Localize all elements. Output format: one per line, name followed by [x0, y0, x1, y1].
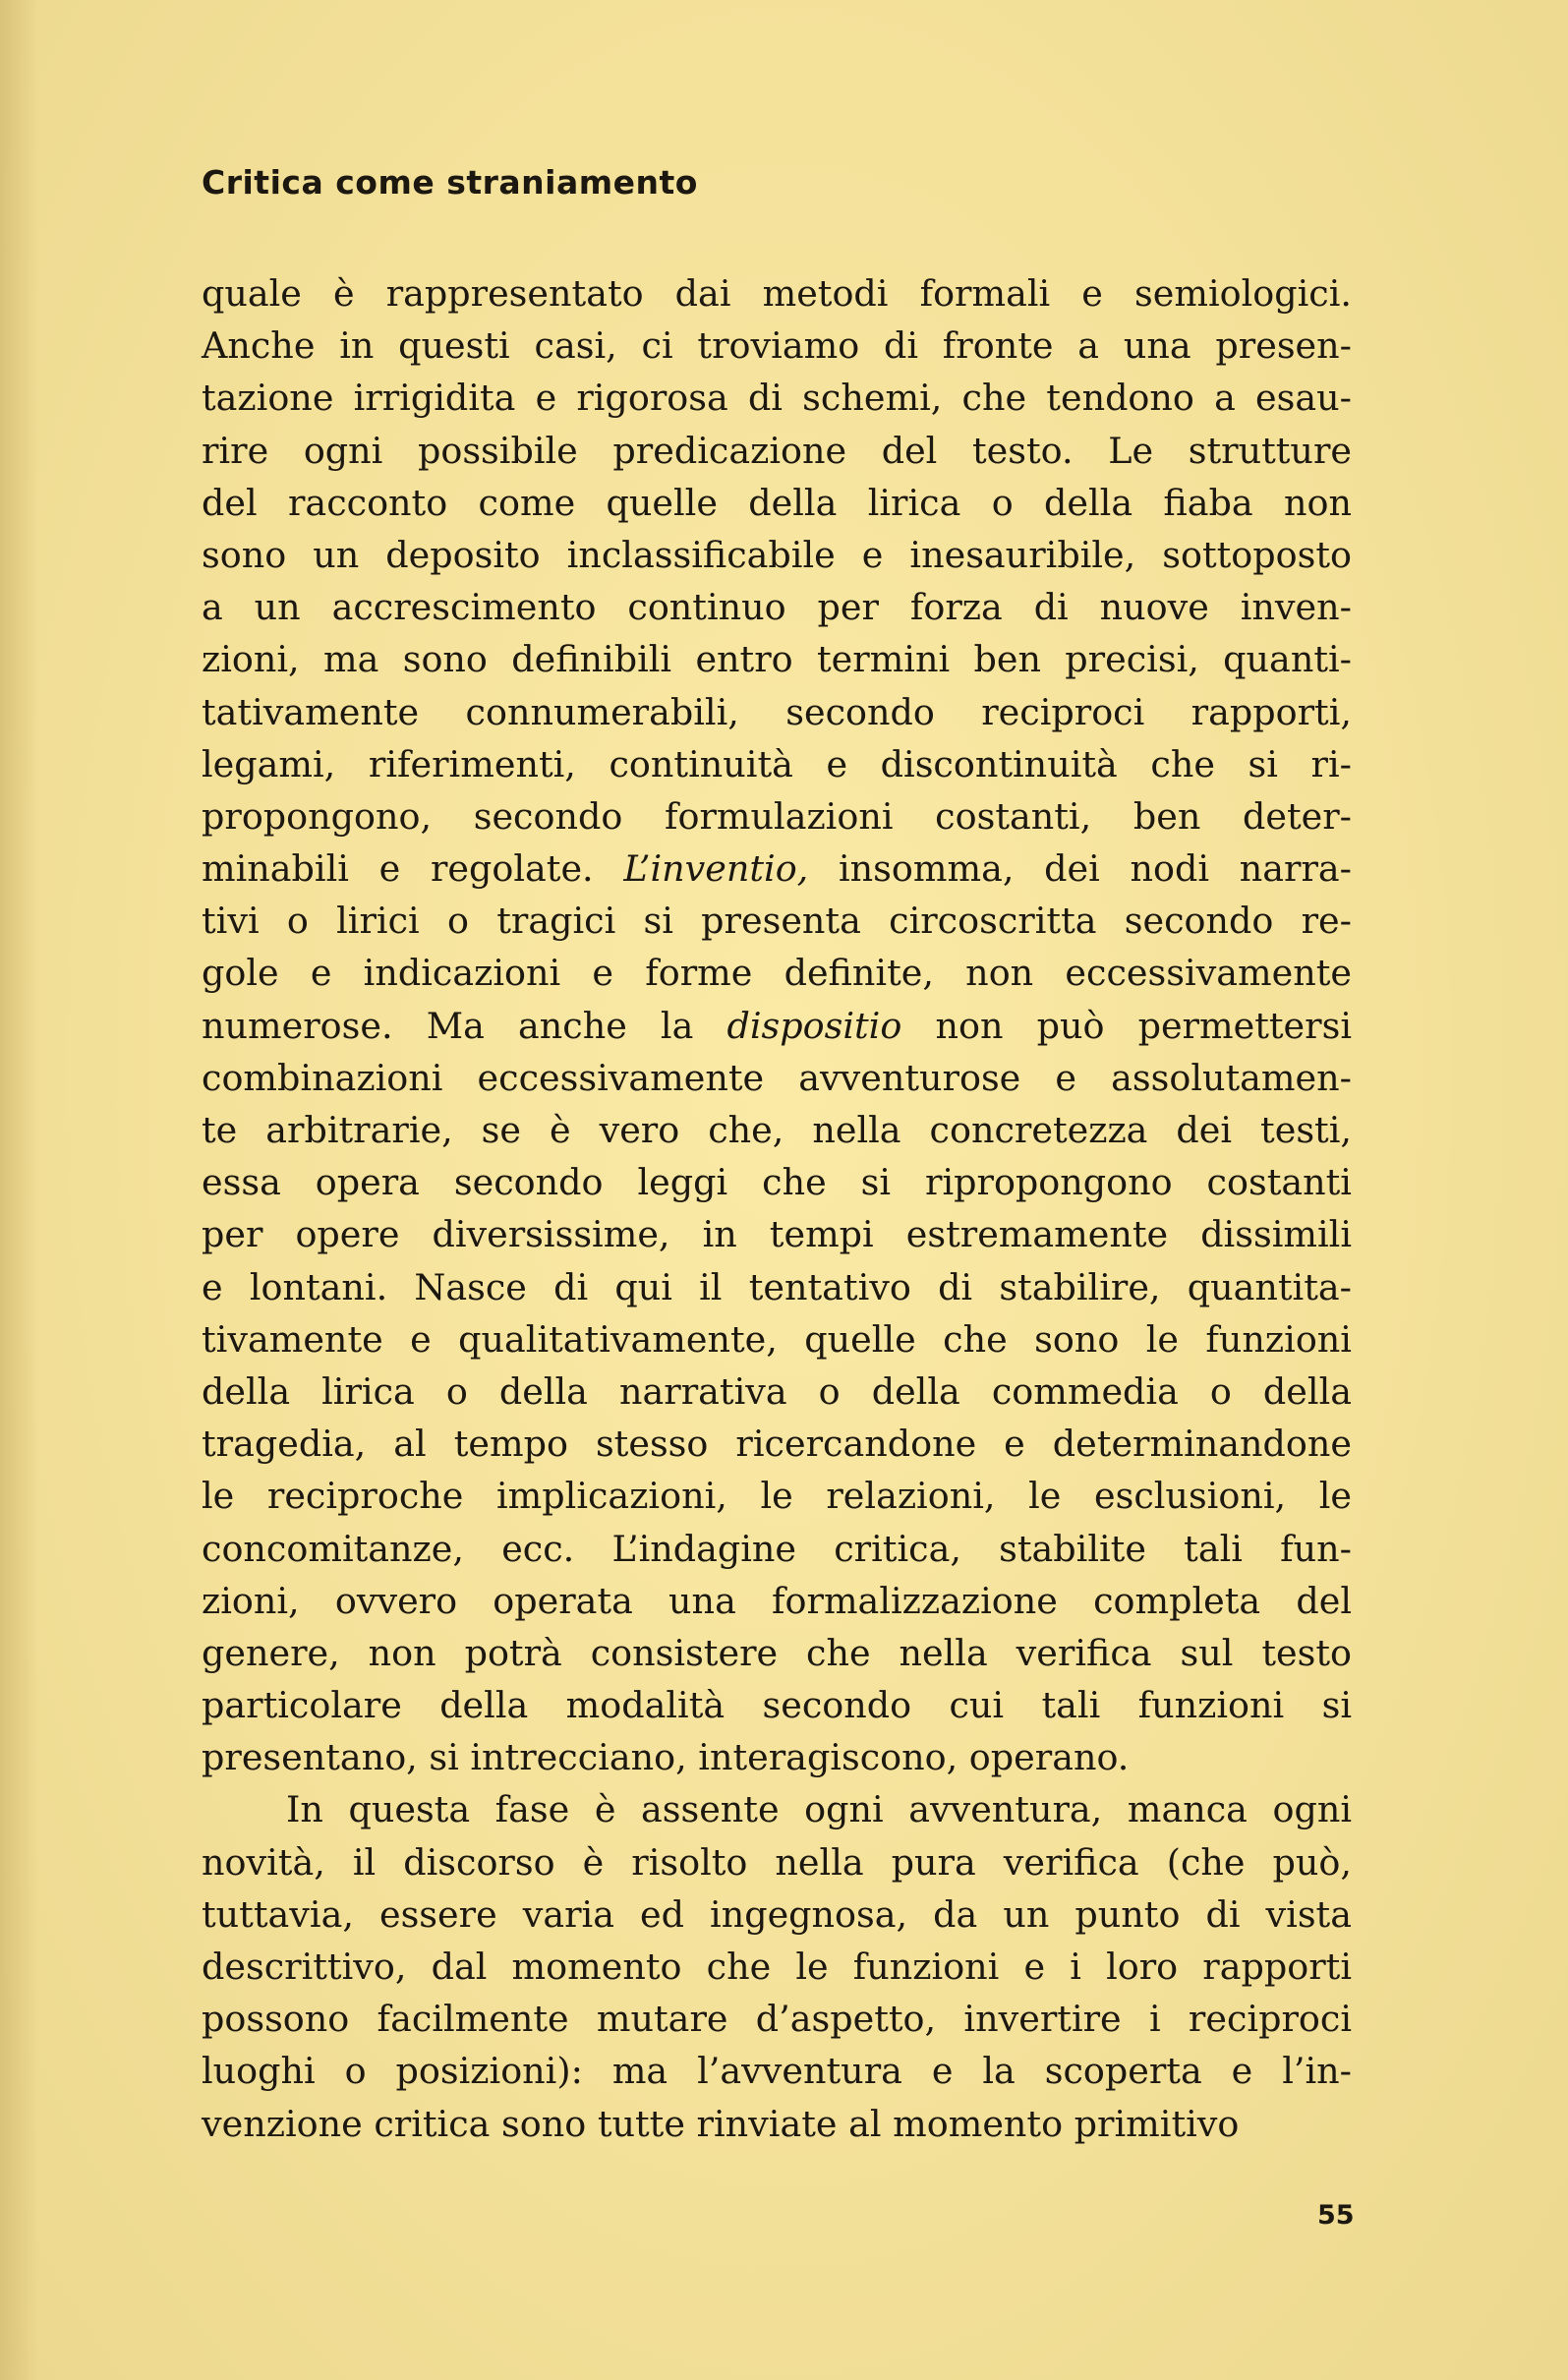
text-line — [202, 1731, 1352, 1783]
text-segment: zioni, ovvero operata una formalizzazione completa del — [202, 1579, 1352, 1622]
text-line — [202, 947, 1352, 999]
text-line — [202, 529, 1352, 581]
text-segment: numerose. Ma anche la — [202, 1004, 727, 1047]
text-line — [202, 1313, 1352, 1365]
text-segment: possono facilmente mutare d’aspetto, invertire i reciproci — [202, 1998, 1352, 2041]
text-line — [202, 1418, 1352, 1470]
text-line — [202, 686, 1352, 738]
text-line — [202, 895, 1352, 947]
text-segment: per opere diversissime, in tempi estremamente dissimili — [202, 1213, 1352, 1256]
text-segment: gole e indicazioni e forme definite, non eccessivamente — [202, 952, 1352, 995]
text-segment: concomitanze, ecc. L’indagine critica, stabilite tali fun- — [202, 1527, 1352, 1570]
text-segment: tivi o lirici o tragici si presenta circoscritta secondo re- — [202, 900, 1352, 943]
text-line — [202, 267, 1352, 319]
text-line — [202, 1888, 1352, 1941]
text-segment: quale è rappresentato dai metodi formali e semiologici. — [202, 272, 1352, 315]
text-segment: le reciproche implicazioni, le relazioni, le esclusioni, le — [202, 1475, 1352, 1518]
running-head: Critica come straniamento — [202, 163, 698, 202]
text-segment: minabili e regolate. — [202, 847, 624, 891]
text-segment: a un accrescimento continuo per forza di nuove inven- — [202, 586, 1352, 629]
text-segment: In questa fase è assente ogni avventura, manca ogni — [286, 1788, 1352, 1831]
text-segment: tativamente connumerabili, secondo reciproci rapporti, — [202, 690, 1352, 733]
italic-term: L’inventio, — [623, 847, 809, 891]
text-segment: particolare della modalità secondo cui tali funzioni si — [202, 1684, 1352, 1727]
text-line — [202, 372, 1352, 424]
text-segment: della lirica o della narrativa o della commedia o della — [202, 1369, 1352, 1413]
text-segment: genere, non potrà consistere che nella verifica sul testo — [202, 1631, 1352, 1674]
text-line — [202, 1261, 1352, 1313]
text-line — [202, 425, 1352, 477]
text-line — [202, 1941, 1352, 1993]
text-line — [202, 1523, 1352, 1575]
text-line — [202, 1993, 1352, 2045]
page-edge-shadow — [0, 0, 39, 2380]
text-segment: descrittivo, dal momento che le funzioni e i loro rapporti — [202, 1945, 1352, 1988]
text-segment: te arbitrarie, se è vero che, nella concretezza dei testi, — [202, 1109, 1352, 1151]
text-segment: insomma, dei nodi narra- — [808, 847, 1352, 891]
text-line — [202, 1627, 1352, 1679]
text-line — [202, 1679, 1352, 1731]
text-line — [202, 1470, 1352, 1522]
text-segment: combinazioni eccessivamente avventurose e assolutamen- — [202, 1056, 1352, 1099]
text-segment: tazione irrigidita e rigorosa di schemi, che tendono a esau- — [202, 377, 1352, 420]
text-line — [202, 1365, 1352, 1418]
text-segment: presentano, si intrecciano, interagiscono, operano. — [202, 1736, 1130, 1779]
text-line — [202, 1052, 1352, 1104]
text-segment: non può permettersi — [901, 1004, 1352, 1047]
italic-term: dispositio — [726, 1004, 902, 1047]
text-segment: tivamente e qualitativamente, quelle che sono le funzioni — [202, 1317, 1352, 1361]
text-segment: Anche in questi casi, ci troviamo di fronte a una presen- — [202, 324, 1352, 368]
text-line — [202, 1208, 1352, 1260]
paragraph-2 — [202, 1783, 1352, 2149]
text-segment: tragedia, al tempo stesso ricercandone e determinandone — [202, 1422, 1352, 1466]
text-line — [202, 1575, 1352, 1627]
text-segment: del racconto come quelle della lirica o della fiaba non — [202, 481, 1352, 524]
text-segment: venzione critica sono tutte rinviate al momento primitivo — [202, 2102, 1240, 2145]
text-line — [202, 1836, 1352, 1888]
page-number: 55 — [1317, 2200, 1355, 2231]
text-line — [202, 2045, 1352, 2097]
text-line — [202, 1156, 1352, 1208]
text-line — [202, 319, 1352, 372]
text-line — [202, 581, 1352, 633]
body-text — [202, 267, 1352, 2150]
text-segment: tuttavia, essere varia ed ingegnosa, da un punto di vista — [202, 1892, 1352, 1936]
paragraph-1 — [202, 267, 1352, 1783]
text-line — [202, 738, 1352, 790]
text-segment: novità, il discorso è risolto nella pura verifica (che può, — [202, 1840, 1352, 1884]
text-line — [202, 1104, 1352, 1156]
text-line — [202, 790, 1352, 842]
text-line — [202, 2098, 1352, 2150]
text-line — [202, 1783, 1352, 1835]
text-segment: essa opera secondo leggi che si ripropongono costanti — [202, 1161, 1352, 1204]
text-line — [202, 477, 1352, 529]
text-segment: rire ogni possibile predicazione del testo. Le strutture — [202, 429, 1352, 472]
text-line — [202, 842, 1352, 895]
text-segment: propongono, secondo formulazioni costanti, ben deter- — [202, 794, 1352, 838]
text-segment: zioni, ma sono definibili entro termini ben precisi, quanti- — [202, 638, 1352, 681]
text-line — [202, 633, 1352, 685]
text-segment: sono un deposito inclassificabile e inesauribile, sottoposto — [202, 533, 1352, 576]
text-segment: luoghi o posizioni): ma l’avventura e la scoperta e l’in- — [202, 2050, 1352, 2093]
text-line — [202, 1000, 1352, 1052]
text-segment: legami, riferimenti, continuità e discontinuità che si ri- — [202, 742, 1352, 785]
text-segment: e lontani. Nasce di qui il tentativo di stabilire, quantita- — [202, 1265, 1352, 1308]
